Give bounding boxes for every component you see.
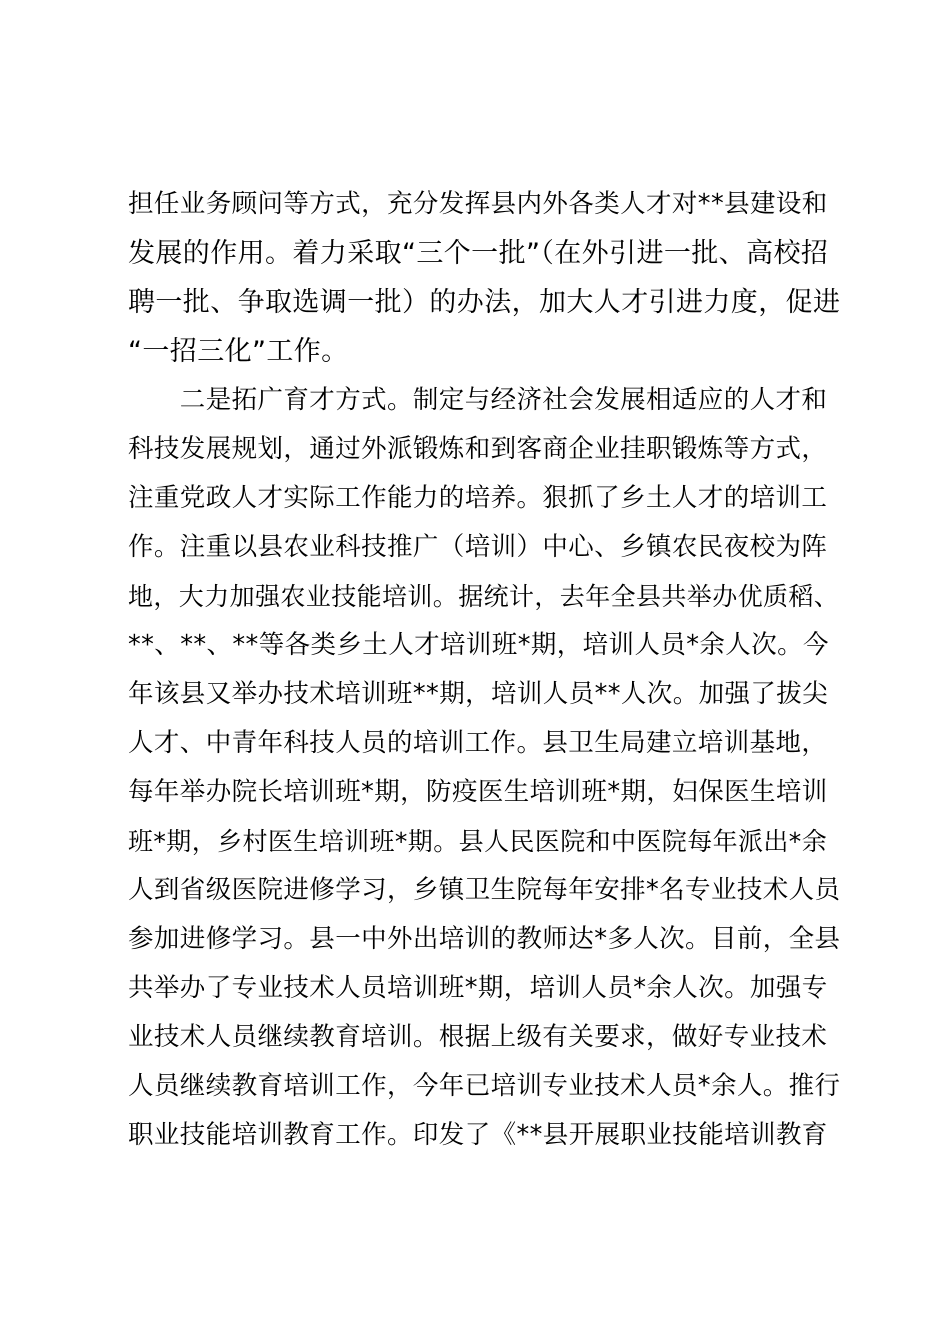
paragraph-start-line: 二是拓广育才方式。制定与经济社会发展相适应的人才和	[128, 385, 828, 415]
text-line: **、**、**等各类乡土人才培训班*期，培训人员*余人次。今	[128, 630, 829, 660]
text-line: 共举办了专业技术人员培训班*期，培训人员*余人次。加强专	[128, 973, 828, 1003]
text-line: 人才、中青年科技人员的培训工作。县卫生局建立培训基地，	[128, 728, 828, 758]
body-text	[128, 180, 840, 1160]
text-line: 业技术人员继续教育培训。根据上级有关要求，做好专业技术	[128, 1022, 828, 1052]
text-line: 地，大力加强农业技能培训。据统计，去年全县共举办优质稻、	[128, 582, 840, 611]
text-line: 职业技能培训教育工作。印发了《**县开展职业技能培训教育	[128, 1120, 828, 1150]
text-line: 参加进修学习。县一中外出培训的教师达*多人次。目前，全县	[128, 924, 841, 954]
text-line: 人员继续教育培训工作，今年已培训专业技术人员*余人。推行	[128, 1071, 841, 1101]
text-line: 发展的作用。着力采取“三个一批”（在外引进一批、高校招	[128, 238, 829, 269]
text-line: 作。注重以县农业科技推广（培训）中心、乡镇农民夜校为阵	[128, 532, 828, 562]
text-line: 注重党政人才实际工作能力的培养。狠抓了乡土人才的培训工	[128, 483, 828, 513]
text-line: 年该县又举办技术培训班**期，培训人员**人次。加强了拔尖	[128, 679, 829, 709]
text-line: 担任业务顾问等方式，充分发挥县内外各类人才对**县建设和	[128, 189, 828, 219]
text-line: 班*期，乡村医生培训班*期。县人民医院和中医院每年派出*余	[128, 827, 828, 856]
text-line: 每年举办院长培训班*期，防疫医生培训班*期，妇保医生培训	[128, 777, 828, 807]
text-line: “一招三化”工作。	[128, 336, 349, 367]
text-line: 聘一批、争取选调一批）的办法，加大人才引进力度，促进	[128, 287, 841, 318]
text-line: 科技发展规划，通过外派锻炼和到客商企业挂职锻炼等方式，	[128, 434, 828, 464]
text-line: 人到省级医院进修学习，乡镇卫生院每年安排*名专业技术人员	[128, 875, 841, 905]
